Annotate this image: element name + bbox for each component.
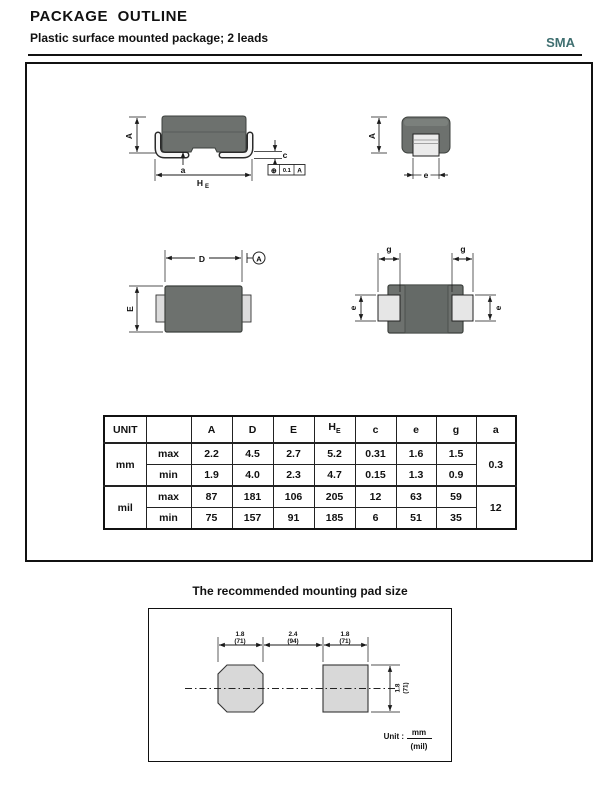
unit-denominator: (mil)	[410, 742, 428, 751]
fcf-symbol: ⊕	[270, 167, 277, 175]
col-e: e	[396, 416, 436, 443]
col-A: A	[191, 416, 232, 443]
pad-dim-label: (94)	[287, 638, 299, 645]
dim-label-A2: A	[367, 132, 377, 140]
top-view	[125, 250, 265, 332]
unit-note	[384, 728, 432, 751]
pad-dim-label: 1.8	[235, 631, 245, 638]
unit-numerator: mm	[411, 728, 427, 737]
col-HE: $H_E$	[314, 416, 355, 443]
page-title: PACKAGE OUTLINE	[30, 8, 188, 25]
table-cell: 1.3	[396, 465, 436, 487]
dim-label-a: a	[180, 165, 186, 175]
dim-label-e: e	[423, 170, 429, 180]
col-g: g	[436, 416, 476, 443]
dim-label-c: c	[282, 150, 288, 160]
table-cell: 0.9	[436, 465, 476, 487]
table-cell: 2.7	[273, 443, 314, 465]
row-label: min	[146, 508, 191, 530]
table-cell: 185	[314, 508, 355, 530]
unit-prefix: Unit :	[383, 732, 404, 741]
package-body	[162, 116, 246, 152]
dim-label-e-left: e	[348, 305, 358, 311]
fcf-tolerance: 0.1	[282, 168, 291, 175]
table-cell: 75	[191, 508, 232, 530]
blank-header	[146, 416, 191, 443]
table-cell: 63	[396, 486, 436, 508]
unit-header: UNIT	[104, 416, 146, 443]
dim-label-H-sub: E	[204, 184, 210, 190]
table-row	[104, 443, 516, 465]
table-header-row	[104, 416, 516, 443]
pad-dim-label: (71)	[234, 638, 246, 645]
col-c: c	[355, 416, 396, 443]
table-cell: 1.6	[396, 443, 436, 465]
table-cell: 1.9	[191, 465, 232, 487]
table-cell: 6	[355, 508, 396, 530]
table-cell: 106	[273, 486, 314, 508]
bottom-view	[348, 244, 503, 333]
table-cell: 5.2	[314, 443, 355, 465]
table-cell: 157	[232, 508, 273, 530]
col-a: a	[476, 416, 516, 443]
table-cell: 12	[355, 486, 396, 508]
lead-end-face	[413, 134, 439, 156]
col-D: D	[232, 416, 273, 443]
table-cell: 181	[232, 486, 273, 508]
table-cell: 0.31	[355, 443, 396, 465]
table-cell: 91	[273, 508, 314, 530]
table-cell: 4.7	[314, 465, 355, 487]
body-center-section	[405, 285, 448, 333]
dim-label-g-left: g	[386, 244, 392, 254]
dim-label-H: H	[196, 178, 204, 188]
pad-section-title: The recommended mounting pad size	[192, 584, 408, 598]
dimensions-table	[103, 415, 517, 530]
unit-mil: mil	[104, 486, 146, 529]
pad-drawing	[148, 608, 452, 762]
pad-dim-label: 1.8	[340, 631, 350, 638]
pad-vdim-label: (71)	[402, 682, 410, 694]
table-cell: 59	[436, 486, 476, 508]
dim-label-g-right: g	[460, 244, 466, 254]
end-view	[367, 117, 450, 180]
table-cell-a-mil: 12	[476, 486, 516, 529]
side-view	[124, 116, 305, 190]
dim-ext-HE	[155, 159, 252, 181]
pad-dim-label: 2.4	[288, 631, 298, 638]
table-cell: 51	[396, 508, 436, 530]
pad-lead-left	[378, 295, 400, 321]
header-rule	[28, 54, 582, 56]
tab-left	[156, 295, 165, 322]
table-cell: 4.0	[232, 465, 273, 487]
table-row	[104, 465, 516, 487]
dim-ref-c	[254, 152, 282, 159]
fcf-datum: A	[297, 167, 302, 175]
dim-label-A: A	[124, 132, 134, 140]
pad-dim-label: (71)	[339, 638, 351, 645]
table-cell: 2.3	[273, 465, 314, 487]
unit-mm: mm	[104, 443, 146, 486]
table-cell: 87	[191, 486, 232, 508]
tab-right	[242, 295, 251, 322]
body-highlight	[404, 119, 448, 126]
datum-label: A	[256, 254, 262, 264]
pad-lead-right	[452, 295, 473, 321]
table-cell: 0.15	[355, 465, 396, 487]
dim-label-D: D	[198, 254, 206, 264]
col-E: E	[273, 416, 314, 443]
table-row	[104, 486, 516, 508]
row-label: max	[146, 486, 191, 508]
page-subtitle: Plastic surface mounted package; 2 leads	[30, 31, 269, 45]
row-label: min	[146, 465, 191, 487]
table-cell: 4.5	[232, 443, 273, 465]
table-cell: 205	[314, 486, 355, 508]
dim-label-E: E	[125, 306, 135, 312]
row-label: max	[146, 443, 191, 465]
table-row	[104, 508, 516, 530]
pad-vdim-label: 1.8	[394, 683, 402, 693]
table-cell: 2.2	[191, 443, 232, 465]
feature-control-frame	[268, 165, 305, 176]
table-cell: 35	[436, 508, 476, 530]
table-cell-a-mm: 0.3	[476, 443, 516, 486]
package-body-top	[165, 286, 242, 332]
dim-label-e-right: e	[493, 305, 503, 311]
table-cell: 1.5	[436, 443, 476, 465]
package-name: SMA	[546, 35, 575, 50]
